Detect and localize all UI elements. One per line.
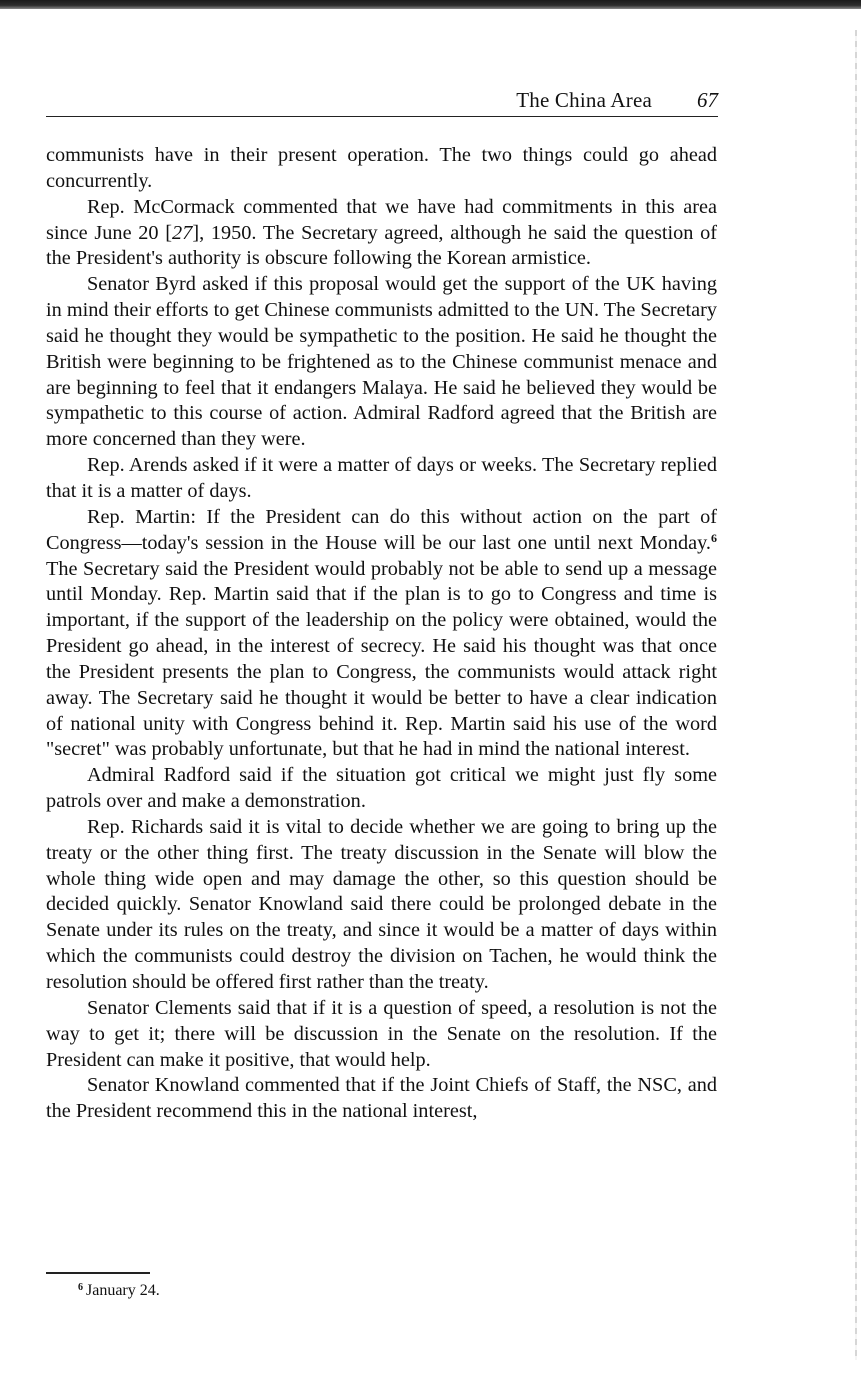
paragraph-text: Rep. Martin: If the President can do this without action on the part of Congress—today's session in the House will be our last one until next Monday. (46, 505, 717, 554)
body-text (46, 143, 717, 1125)
page-number: 67 (697, 88, 718, 112)
italic-text: 27 (172, 221, 193, 244)
paragraph (46, 763, 717, 815)
footnote-text: January 24. (86, 1282, 160, 1299)
running-header (46, 86, 718, 117)
footnote-separator (46, 1272, 150, 1274)
footnote (78, 1281, 160, 1301)
paragraph-text: Senator Clements said that if it is a question of speed, a resolution is not the way to get it; there will be discussion in the Senate on the resolution. If the President can make it positive, that would help. (46, 996, 717, 1071)
paragraph (46, 195, 717, 273)
paragraph-text: The Secretary said the President would probably not be able to send up a message until Monday. Rep. Martin said that if the plan is to go to Congress and time is important, if the support of the leadership on the policy were obtained, would the President go ahead, in the interest of secrecy. He said his thought was that once the President presents the plan to Congress, the communists would attack right away. The Secretary said he thought it would be better to have a clear indication of national unity with Congress behind it. Rep. Martin said his use of the word "secret" was probably unfortunate, but that he had in mind the national interest. (46, 557, 717, 761)
paragraph-text: Rep. Richards said it is vital to decide whether we are going to bring up the treaty or the other thing first. The treaty discussion in the Senate will blow the whole thing wide open and may damage the other, so this question should be decided quickly. Senator Knowland said there could be prolonged debate in the Senate under its rules on the treaty, and since it would be a matter of days within which the communists could destroy the division on Tachen, he would think the resolution should be offered first rather than the treaty. (46, 815, 717, 993)
paragraph-text: Admiral Radford said if the situation got critical we might just fly some patrols over and make a demonstration. (46, 764, 717, 813)
page-top-edge-shadow (0, 0, 861, 9)
paragraph (46, 1073, 717, 1125)
paragraph-text: ], 1950. The Secretary agreed, although he said the question of the President's authority is obscure following the Korean armistice. (46, 221, 717, 270)
paragraph (46, 996, 717, 1074)
paragraph-text: Rep. McCormack commented that we have had commitments in this area since June 20 [ (46, 195, 717, 244)
paragraph-text: Senator Knowland commented that if the Joint Chiefs of Staff, the NSC, and the President recommend this in the national interest, (46, 1074, 717, 1123)
paragraph-text: Rep. Arends asked if it were a matter of days or weeks. The Secretary replied that it is a matter of days. (46, 454, 717, 502)
paragraph (46, 453, 717, 505)
footnote-marker: 6 (78, 1282, 83, 1293)
running-title: The China Area (516, 88, 652, 112)
paragraph-text: Senator Byrd asked if this proposal would get the support of the UK having in mind their efforts to get Chinese communists admitted to the UN. The Secretary said he thought they would be sympathetic to the position. He said he thought the British were beginning to be frightened as to the Chinese communist menace and are beginning to feel that it endangers Malaya. He said he believed they would be sympathetic to this course of action. Admiral Radford agreed that the British are more concerned than they were. (46, 273, 717, 451)
page-right-edge-shadow (855, 30, 857, 1360)
paragraph-text: communists have in their present operation. The two things could go ahead concurrently. (46, 144, 717, 192)
paragraph (46, 815, 717, 996)
footnote-reference: 6 (711, 530, 717, 545)
paragraph (46, 272, 717, 453)
paragraph (46, 143, 717, 195)
paragraph (46, 505, 717, 763)
